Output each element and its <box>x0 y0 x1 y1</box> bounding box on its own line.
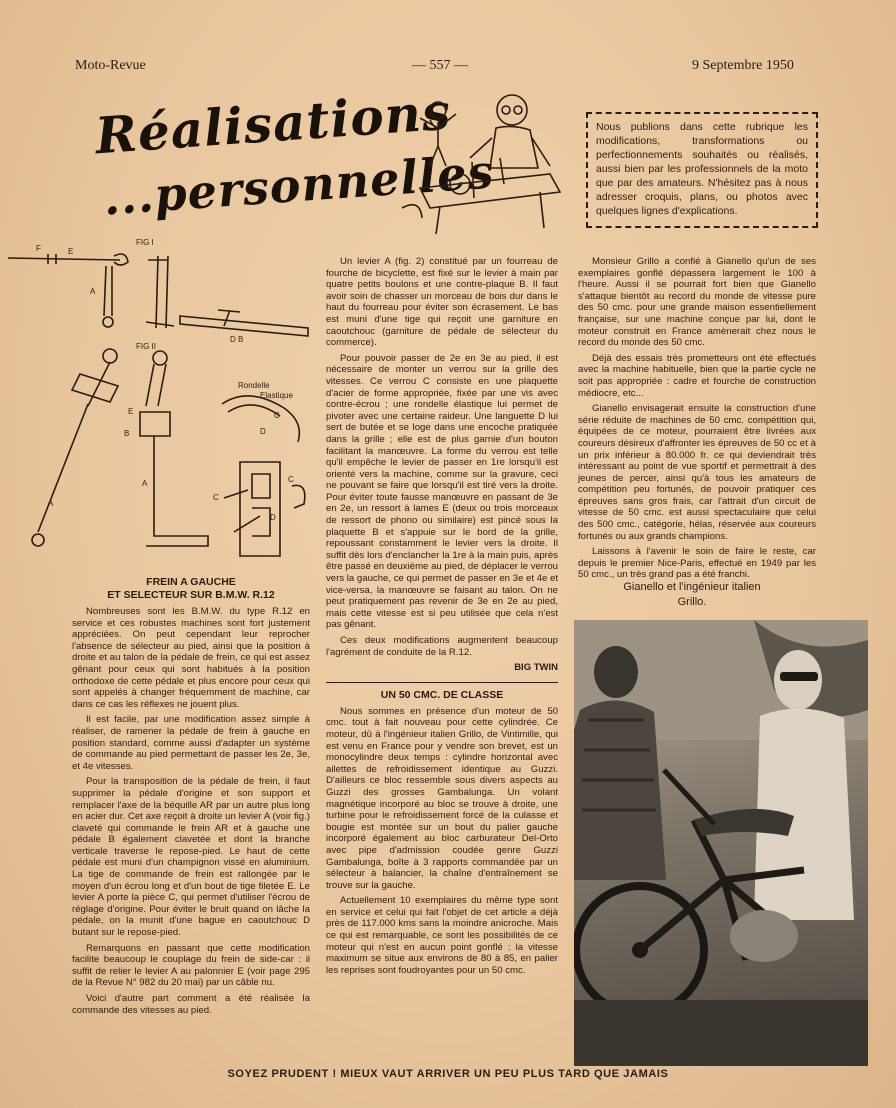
section-intro-box: Nous publions dans cette rubrique les modifications, transformations ou perfectionnements souhaités ou réalisés, aussi bien par les professionnels de la moto que par des amateurs. N'hésitez pas à nous adresser croquis, plans, ou photos avec quelques lignes d'explications. <box>586 112 818 228</box>
fig-1-label: FIG I <box>136 238 154 247</box>
photo-caption <box>612 580 772 610</box>
article-column-2 <box>326 256 558 980</box>
article-1-paragraph-1: Nombreuses sont les B.M.W. du type R.12 en service et ces robustes machines sont fort justement appréciées. On peut cependant leur reprocher l'absence de sélecteur au pied, ainsi que la position à droite et au talon de la pédale de frein, ce qui est assez gênant pour ceux qui sont habitués à la position orthodoxe de cette pédale et plus encore pour ceux qui sont appelés à changer fréquemment de machine, car dans ce cas les réflexes ne jouent plus. <box>72 606 310 710</box>
mechanic-cartoon-illustration <box>400 88 575 238</box>
page-number: — 557 — <box>412 58 468 73</box>
technical-drawing-figures <box>8 236 323 566</box>
label-rondelle: Rondelle <box>238 381 270 390</box>
article-2-paragraph-1: Nous sommes en présence d'un moteur de 50 cmc. tout à fait nouveau pour cette cylindrée. Ce moteur, dû à l'ingénieur italien Grillo, de Vintimille, qui est venu en France pour y vendre son brevet, est un monocylindre deux temps : cylindre horizontal avec ailettes de refroidissement identique au Guzzi. D'ailleurs ce bloc ressemble sous divers aspects au Guzzi des grosses Gambalunga. Un volant magnétique incorporé au bloc se trouve à droite, une turbine pour le refroidissement forcé de la culasse et bougie est montée sur un bout du palier gauche incorporé également au bloc carburateur Del-Orto avec pipe d'admission coudée genre Guzzi Gambalunga, boîte à 3 rapports commandée par un sélecteur à balancier, la chaîne d'entraînement se trouve sur la gauche. <box>326 705 558 891</box>
magazine-name: Moto-Revue <box>75 58 146 73</box>
label-e-fig2: E <box>128 407 134 416</box>
photo-caption-line-1: Gianello et l'ingénieur italien <box>623 581 761 593</box>
article-2-title: UN 50 CMC. DE CLASSE <box>380 688 504 701</box>
article-1-title <box>72 576 310 602</box>
article-divider <box>326 682 558 683</box>
article-2-paragraph-4: Déjà des essais très prometteurs ont été effectués avec la machine habituelle, bien que la partie cycle ne soit pas appropriée : cadre et fourche de construction médiocre, etc... <box>578 352 816 399</box>
label-elastique: Elastique <box>260 391 293 400</box>
label-c-grid: C <box>213 493 219 502</box>
label-b-fig2: B <box>124 429 130 438</box>
photo-men-with-moped <box>574 620 868 1066</box>
masthead-line-1: Réalisations <box>93 81 453 166</box>
masthead-line-2: ...personnelles <box>101 144 496 226</box>
section-masthead <box>93 81 496 238</box>
photo-illustration <box>574 620 868 1066</box>
label-e: E <box>68 247 74 256</box>
article-1-paragraph-6: Un levier A (fig. 2) constitué par un fourreau de fourche de bicyclette, est fixé sur le levier à main par quatre petits boulons et une contre-plaque B. Il faut avoir soin de chasser un morceau de bois dur dans le haut du fourreau pour éviter son écrasement. Le bas est muni d'une tige qui reçoit une garniture en caoutchouc (garniture de pédale de sélecteur du commerce). <box>326 256 558 349</box>
article-column-1 <box>72 576 310 1020</box>
label-c-detail: C <box>288 475 294 484</box>
article-2-paragraph-3: Monsieur Grillo a confié à Gianello qu'un de ses exemplaires gonflé dépassera largement le 100 à l'heure. Aussi il se pourrait fort bien que Gianello s'attaque bientôt au record du monde de vitesse pure des 50 cmc. pour une grande maison essentiellement française, sur une machine conçue par lui, dont le moteur construit en France amènerait chez nous le record du monde des 50 cmc. <box>578 256 816 349</box>
photo-caption-line-2: Grillo. <box>677 596 707 608</box>
label-a-fig2: A <box>48 499 54 508</box>
article-1-title-line-2: ET SELECTEUR SUR B.M.W. R.12 <box>107 589 275 601</box>
article-1-paragraph-4: Remarquons en passant que cette modification facilite beaucoup le couplage du frein de side-car : il suffit de relier le levier A au palonnier E (voir page 295 de la Revue N° 982 du 20 mai) par un câble nu. <box>72 942 310 989</box>
label-d-top: D <box>260 427 266 436</box>
article-1-paragraph-5: Voici d'autre part comment a été réalisée la commande des vitesses au pied. <box>72 993 310 1016</box>
article-1-paragraph-7: Pour pouvoir passer de 2e en 3e au pied, il est nécessaire de monter un verrou sur la grille des vitesses. Ce verrou C consiste en une plaquette d'acier de forme appropriée, fixée par une vis avec contre-écrou ; une rondelle élastique lui permet de pivoter avec une certaine raideur. Une languette D lui sert de butée et se loge dans une encoche pratiquée dans la grille ; elle est de plus garnie d'un bouton facilitant la manœuvre. La forme du verrou est telle qu'il empêche le levier de passer en 1re lorsqu'il est orienté vers la machine, comme sur la gravure, ceci ne pouvant se faire que lorsqu'il est tiré vers la droite. Pour éviter toute fausse manœuvre en passant de 3e en 2e, un ressort à lames E (deux ou trois morceaux de ressort de phono ou similaire) est pincé sous la plaquette B et s'appuie sur le bord de la grille, repoussant constamment le levier vers la droite. Il suffit dès lors d'enclancher la 1re à la main puis, après être passé en deuxième au pied, de déplacer le verrou vers la gauche, ce qui permet de passer en 3e et 4e et vice-versa, la manœuvre se faisant au talon. On ne peut pratiquement pas revenir de 3e en 2e au pied, mais cette vitesse est si peu utilisée que cela n'est pas gênant. <box>326 352 558 631</box>
article-1-paragraph-3: Pour la transposition de la pédale de frein, il faut supprimer la pédale d'origine et son support et remplacer l'axe de la béquille AR par un autre plus long en acier dur. Cet axe reçoit à droite un levier A (voir fig.) claveté qui commande le frein AR et à gauche une pédale B également clavetée et dont la branche verticale traverse le repose-pied. Le haut de cette pédale est muni d'un champignon vissé en aluminium. La tige de commande de frein est rallongée par le moyen d'un écrou long et d'un bout de tige filetée E. Le levier A porte la pièce C, qui permet d'utiliser l'écrou de réglage d'origine. Pour éviter le bruit quand on lâche la pédale, on la munit d'une bague en caoutchouc D butant sur le repose-pied. <box>72 776 310 939</box>
article-1-title-line-1: FREIN A GAUCHE <box>146 576 236 588</box>
article-2-paragraph-5: Gianello envisagerait ensuite la construction d'une série réduite de machines de 50 cmc. compétition qui, équipées de ce moteur, pourraient être livrées aux coureurs désireux d'affronter les épreuves de 50 cc et à un prix inférieur à 80.000 fr. ce qui deviendrait très intéressant au point de vue sportif et permettrait à des jeunes de percer, ainsi qu'à tous les amateurs de compétition peu fortunés, de pouvoir pratiquer ces épreuves sans gros frais, car l'attrait d'un circuit de vitesse de 50 cmc. est aussi spectaculaire que celui des 500 cmc., catégorie, hélas, réservée aux coureurs fortunés ou aux grands champions. <box>578 403 816 542</box>
label-a-fig1: A <box>90 287 96 296</box>
fig-2-label: FIG II <box>136 342 156 351</box>
article-2-paragraph-6: Laissons à l'avenir le soin de faire le reste, car depuis le premier Nice-Paris, effectué en 1949 par les 50 cmc., un très grand pas a été franchi. <box>578 546 816 581</box>
footer-slogan: SOYEZ PRUDENT ! MIEUX VAUT ARRIVER UN PEU PLUS TARD QUE JAMAIS <box>227 1068 669 1080</box>
article-1-signature: BIG TWIN <box>514 662 558 674</box>
article-2-paragraph-2: Actuellement 10 exemplaires du même type sont en service et celui qui fait l'objet de cet article a déjà près de 117.000 kms sans la moindre anicroche. Mais ce qui est remarquable, ce sont les possibilités de ce moteur qui n'est en aucun point gonflé : la vitesse maximum se situe aux environs de 80 à 85, en palier les reprises sont foudroyantes pour un 50 cmc. <box>326 895 558 976</box>
label-a-lever: A <box>142 479 148 488</box>
article-1-paragraph-8: Ces deux modifications augmentent beaucoup l'agrément de conduite de la R.12. <box>326 635 558 658</box>
article-column-3 <box>578 256 816 585</box>
issue-date: 9 Septembre 1950 <box>692 58 794 73</box>
label-d-grid: D <box>270 513 276 522</box>
article-1-paragraph-2: Il est facile, par une modification assez simple à réaliser, de ramener la pédale de frein à gauche en position standard, comme aussi d'adapter un système de commande au pied permettant de passer les 2e, 3e, et 4e vitesses. <box>72 714 310 772</box>
label-c-top: C <box>274 411 280 420</box>
label-f: F <box>36 244 41 253</box>
label-db: D B <box>230 335 244 344</box>
